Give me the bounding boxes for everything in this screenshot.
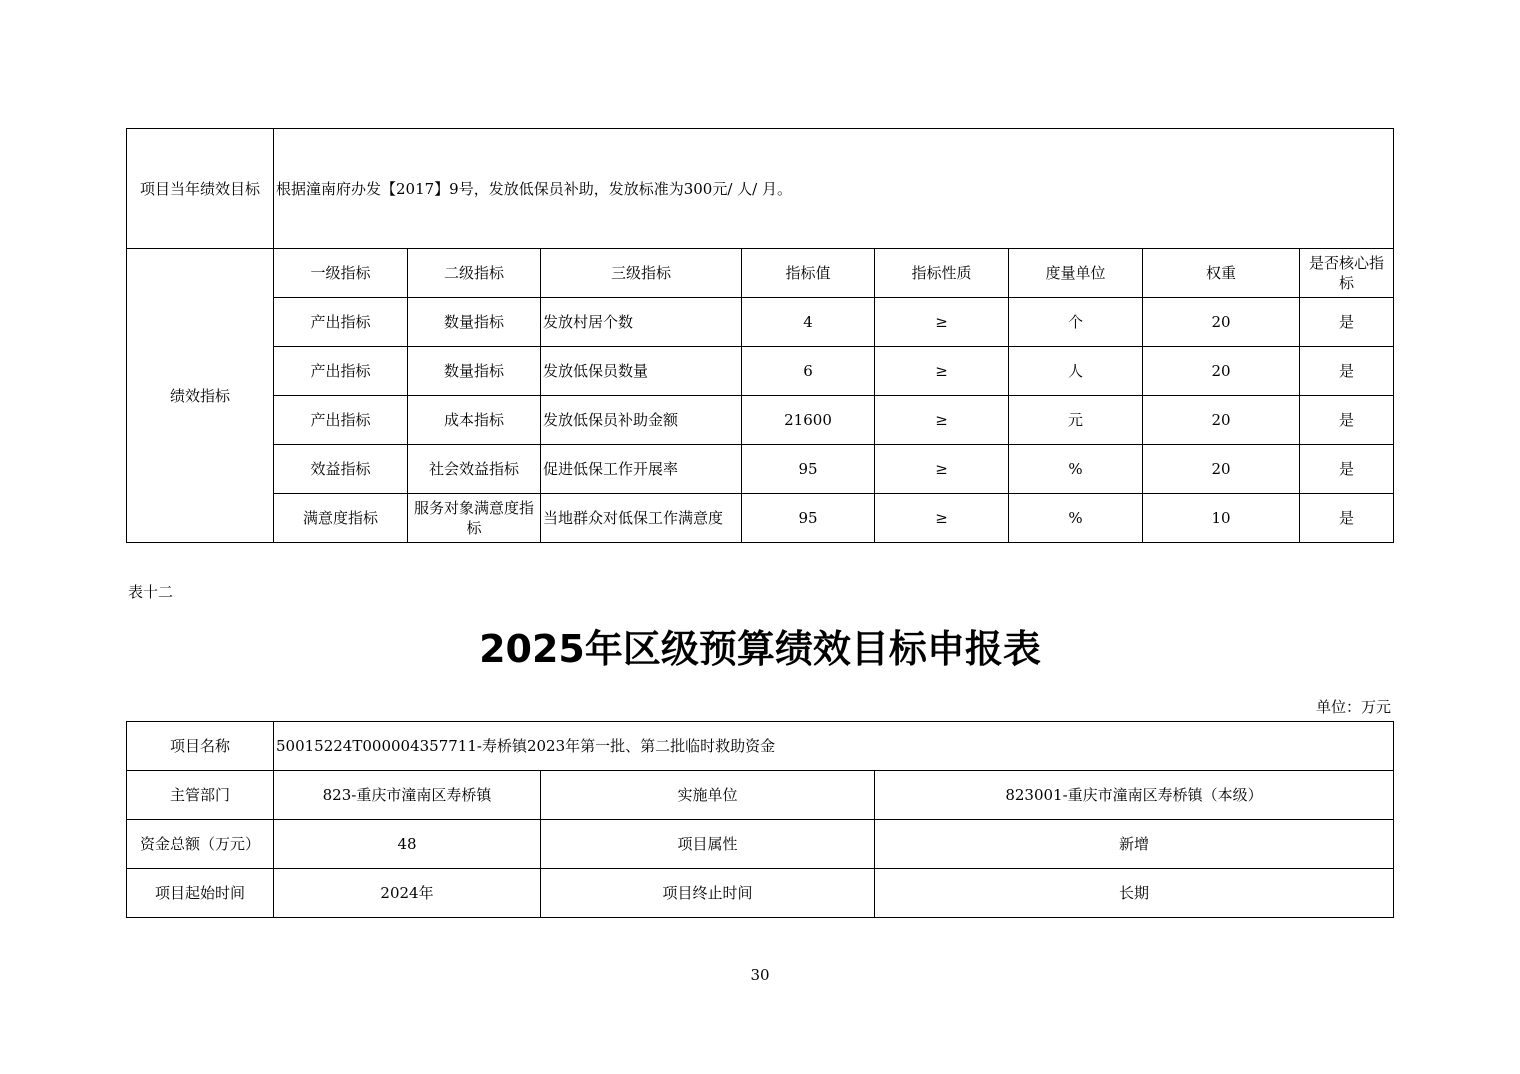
funds-value: 48 bbox=[274, 820, 541, 869]
performance-indicator-table bbox=[126, 128, 1394, 543]
goal-label: 项目当年绩效目标 bbox=[127, 129, 274, 249]
table-cell: 发放村居个数 bbox=[541, 298, 742, 347]
project-info-table bbox=[126, 721, 1394, 918]
dept-value: 823-重庆市潼南区寿桥镇 bbox=[274, 771, 541, 820]
header-row bbox=[127, 249, 1394, 298]
table-cell: % bbox=[1009, 494, 1143, 543]
table-cell: 20 bbox=[1143, 396, 1300, 445]
impl-label: 实施单位 bbox=[541, 771, 875, 820]
page-title: 2025年区级预算绩效目标申报表 bbox=[479, 627, 1041, 671]
table-cell: 满意度指标 bbox=[274, 494, 408, 543]
table-cell: 是 bbox=[1300, 445, 1394, 494]
table-row bbox=[127, 820, 1394, 869]
table-row bbox=[127, 771, 1394, 820]
table-cell: 20 bbox=[1143, 347, 1300, 396]
header-cell: 一级指标 bbox=[274, 249, 408, 298]
table-row bbox=[127, 722, 1394, 771]
header-cell: 是否核心指标 bbox=[1300, 249, 1394, 298]
table-row bbox=[127, 494, 1394, 543]
table-cell: 产出指标 bbox=[274, 396, 408, 445]
table-cell: 发放低保员数量 bbox=[541, 347, 742, 396]
project-name: 50015224T000004357711-寿桥镇2023年第一批、第二批临时救助资金 bbox=[274, 722, 1394, 771]
header-cell: 指标性质 bbox=[875, 249, 1009, 298]
table-cell: 10 bbox=[1143, 494, 1300, 543]
header-cell: 二级指标 bbox=[408, 249, 541, 298]
table-row bbox=[127, 445, 1394, 494]
end-label: 项目终止时间 bbox=[541, 869, 875, 918]
table-cell: 21600 bbox=[742, 396, 875, 445]
table-number: 表十二 bbox=[128, 583, 174, 601]
table-cell: ≥ bbox=[875, 445, 1009, 494]
table-cell: 产出指标 bbox=[274, 298, 408, 347]
table-cell: 是 bbox=[1300, 396, 1394, 445]
table-cell: 95 bbox=[742, 494, 875, 543]
indicator-label: 绩效指标 bbox=[127, 249, 274, 543]
table-cell: 成本指标 bbox=[408, 396, 541, 445]
project-name-label: 项目名称 bbox=[127, 722, 274, 771]
table-cell: 95 bbox=[742, 445, 875, 494]
header-cell: 三级指标 bbox=[541, 249, 742, 298]
table-cell: 数量指标 bbox=[408, 298, 541, 347]
table-cell: 数量指标 bbox=[408, 347, 541, 396]
table-cell: 社会效益指标 bbox=[408, 445, 541, 494]
table-row bbox=[127, 347, 1394, 396]
attr-label: 项目属性 bbox=[541, 820, 875, 869]
table-cell: % bbox=[1009, 445, 1143, 494]
table-cell: 是 bbox=[1300, 347, 1394, 396]
goal-text: 根据潼南府办发【2017】9号，发放低保员补助，发放标准为300元/ 人/ 月。 bbox=[274, 129, 1394, 249]
funds-label: 资金总额（万元） bbox=[127, 820, 274, 869]
table-cell: 20 bbox=[1143, 445, 1300, 494]
table-cell: 效益指标 bbox=[274, 445, 408, 494]
table-cell: 当地群众对低保工作满意度 bbox=[541, 494, 742, 543]
table-cell: 人 bbox=[1009, 347, 1143, 396]
table-cell: 6 bbox=[742, 347, 875, 396]
table-cell: ≥ bbox=[875, 298, 1009, 347]
start-value: 2024年 bbox=[274, 869, 541, 918]
end-value: 长期 bbox=[875, 869, 1394, 918]
table-cell: ≥ bbox=[875, 347, 1009, 396]
dept-label: 主管部门 bbox=[127, 771, 274, 820]
header-cell: 度量单位 bbox=[1009, 249, 1143, 298]
table-row bbox=[127, 869, 1394, 918]
table-cell: 促进低保工作开展率 bbox=[541, 445, 742, 494]
table-cell: 是 bbox=[1300, 494, 1394, 543]
table-cell: 20 bbox=[1143, 298, 1300, 347]
unit-label: 单位：万元 bbox=[1315, 698, 1391, 716]
table-cell: 是 bbox=[1300, 298, 1394, 347]
table-cell: 4 bbox=[742, 298, 875, 347]
table-cell: 元 bbox=[1009, 396, 1143, 445]
table-cell: ≥ bbox=[875, 396, 1009, 445]
impl-value: 823001-重庆市潼南区寿桥镇（本级） bbox=[875, 771, 1394, 820]
table-row bbox=[127, 298, 1394, 347]
start-label: 项目起始时间 bbox=[127, 869, 274, 918]
table-cell: 个 bbox=[1009, 298, 1143, 347]
header-cell: 权重 bbox=[1143, 249, 1300, 298]
table-cell: 产出指标 bbox=[274, 347, 408, 396]
table-cell: 服务对象满意度指标 bbox=[408, 494, 541, 543]
table-cell: 发放低保员补助金额 bbox=[541, 396, 742, 445]
attr-value: 新增 bbox=[875, 820, 1394, 869]
page-number: 30 bbox=[750, 966, 770, 984]
table-row bbox=[127, 396, 1394, 445]
header-cell: 指标值 bbox=[742, 249, 875, 298]
table-cell: ≥ bbox=[875, 494, 1009, 543]
